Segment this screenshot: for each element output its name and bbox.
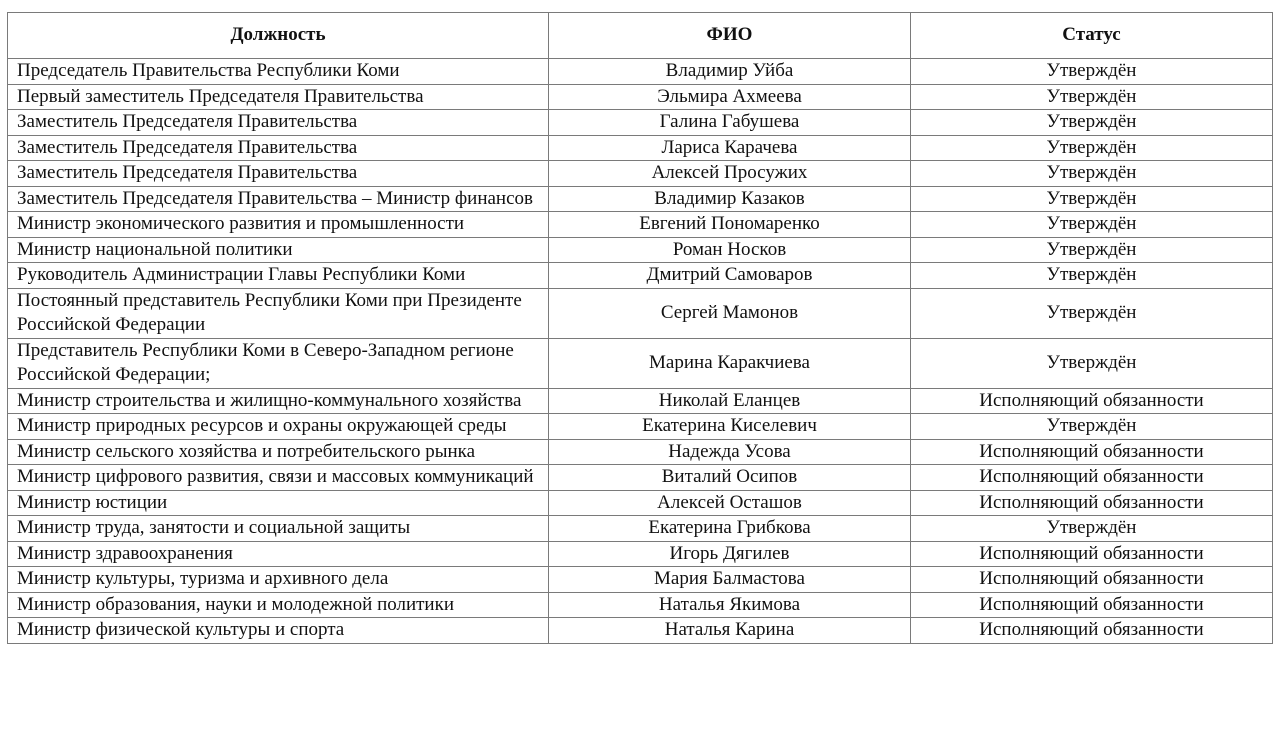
table-row (8, 237, 1273, 263)
table-row (8, 338, 1273, 388)
table-row (8, 516, 1273, 542)
cell-position: Руководитель Администрации Главы Республики Коми (8, 263, 549, 289)
cell-position: Заместитель Председателя Правительства (8, 161, 549, 187)
cell-status: Утверждён (911, 135, 1273, 161)
cell-name: Роман Носков (549, 237, 911, 263)
cell-position: Министр цифрового развития, связи и массовых коммуникаций (8, 465, 549, 491)
cell-position: Министр образования, науки и молодежной политики (8, 592, 549, 618)
table-row (8, 59, 1273, 85)
cell-position: Министр сельского хозяйства и потребительского рынка (8, 439, 549, 465)
header-name: ФИО (549, 13, 911, 59)
cell-name: Владимир Казаков (549, 186, 911, 212)
table-row (8, 414, 1273, 440)
header-status: Статус (911, 13, 1273, 59)
cell-position: Представитель Республики Коми в Северо-Западном регионе Российской Федерации; (8, 338, 549, 388)
table-row (8, 288, 1273, 338)
cell-name: Алексей Осташов (549, 490, 911, 516)
table-row (8, 618, 1273, 644)
cell-status: Исполняющий обязанности (911, 541, 1273, 567)
table-row (8, 84, 1273, 110)
cell-name: Наталья Якимова (549, 592, 911, 618)
table-row (8, 490, 1273, 516)
table-row (8, 212, 1273, 238)
cell-name: Галина Габушева (549, 110, 911, 136)
cell-status: Утверждён (911, 414, 1273, 440)
cell-name: Екатерина Киселевич (549, 414, 911, 440)
table-row (8, 541, 1273, 567)
cell-status: Исполняющий обязанности (911, 439, 1273, 465)
cell-name: Виталий Осипов (549, 465, 911, 491)
cell-status: Утверждён (911, 237, 1273, 263)
cell-name: Алексей Просужих (549, 161, 911, 187)
officials-table (7, 12, 1273, 644)
cell-position: Заместитель Председателя Правительства (8, 135, 549, 161)
cell-position: Первый заместитель Председателя Правительства (8, 84, 549, 110)
cell-status: Утверждён (911, 59, 1273, 85)
table-row (8, 567, 1273, 593)
cell-name: Евгений Пономаренко (549, 212, 911, 238)
cell-status: Исполняющий обязанности (911, 490, 1273, 516)
cell-position: Министр юстиции (8, 490, 549, 516)
cell-name: Игорь Дягилев (549, 541, 911, 567)
table-row (8, 465, 1273, 491)
cell-status: Исполняющий обязанности (911, 567, 1273, 593)
cell-status: Утверждён (911, 186, 1273, 212)
table-row (8, 110, 1273, 136)
table-row (8, 186, 1273, 212)
cell-name: Мария Балмастова (549, 567, 911, 593)
cell-name: Николай Еланцев (549, 388, 911, 414)
cell-name: Дмитрий Самоваров (549, 263, 911, 289)
table-row (8, 439, 1273, 465)
table-row (8, 135, 1273, 161)
cell-position: Министр здравоохранения (8, 541, 549, 567)
cell-position: Заместитель Председателя Правительства (8, 110, 549, 136)
cell-position: Министр культуры, туризма и архивного дела (8, 567, 549, 593)
cell-position: Министр строительства и жилищно-коммунального хозяйства (8, 388, 549, 414)
cell-status: Утверждён (911, 338, 1273, 388)
table-row (8, 161, 1273, 187)
cell-name: Наталья Карина (549, 618, 911, 644)
cell-position: Председатель Правительства Республики Коми (8, 59, 549, 85)
cell-name: Эльмира Ахмеева (549, 84, 911, 110)
cell-position: Министр природных ресурсов и охраны окружающей среды (8, 414, 549, 440)
cell-name: Владимир Уйба (549, 59, 911, 85)
cell-status: Утверждён (911, 263, 1273, 289)
cell-position: Министр экономического развития и промышленности (8, 212, 549, 238)
cell-status: Утверждён (911, 110, 1273, 136)
cell-status: Утверждён (911, 161, 1273, 187)
cell-position: Министр труда, занятости и социальной защиты (8, 516, 549, 542)
cell-name: Надежда Усова (549, 439, 911, 465)
header-position: Должность (8, 13, 549, 59)
cell-position: Постоянный представитель Республики Коми при Президенте Российской Федерации (8, 288, 549, 338)
cell-status: Исполняющий обязанности (911, 465, 1273, 491)
cell-name: Екатерина Грибкова (549, 516, 911, 542)
cell-status: Утверждён (911, 84, 1273, 110)
cell-position: Заместитель Председателя Правительства – Министр финансов (8, 186, 549, 212)
cell-status: Утверждён (911, 288, 1273, 338)
cell-position: Министр национальной политики (8, 237, 549, 263)
table-row (8, 592, 1273, 618)
table-row (8, 388, 1273, 414)
cell-status: Утверждён (911, 516, 1273, 542)
cell-name: Лариса Карачева (549, 135, 911, 161)
header-row (8, 13, 1273, 59)
table-row (8, 263, 1273, 289)
cell-name: Марина Каракчиева (549, 338, 911, 388)
cell-status: Исполняющий обязанности (911, 592, 1273, 618)
cell-status: Утверждён (911, 212, 1273, 238)
cell-position: Министр физической культуры и спорта (8, 618, 549, 644)
cell-status: Исполняющий обязанности (911, 618, 1273, 644)
cell-status: Исполняющий обязанности (911, 388, 1273, 414)
cell-name: Сергей Мамонов (549, 288, 911, 338)
